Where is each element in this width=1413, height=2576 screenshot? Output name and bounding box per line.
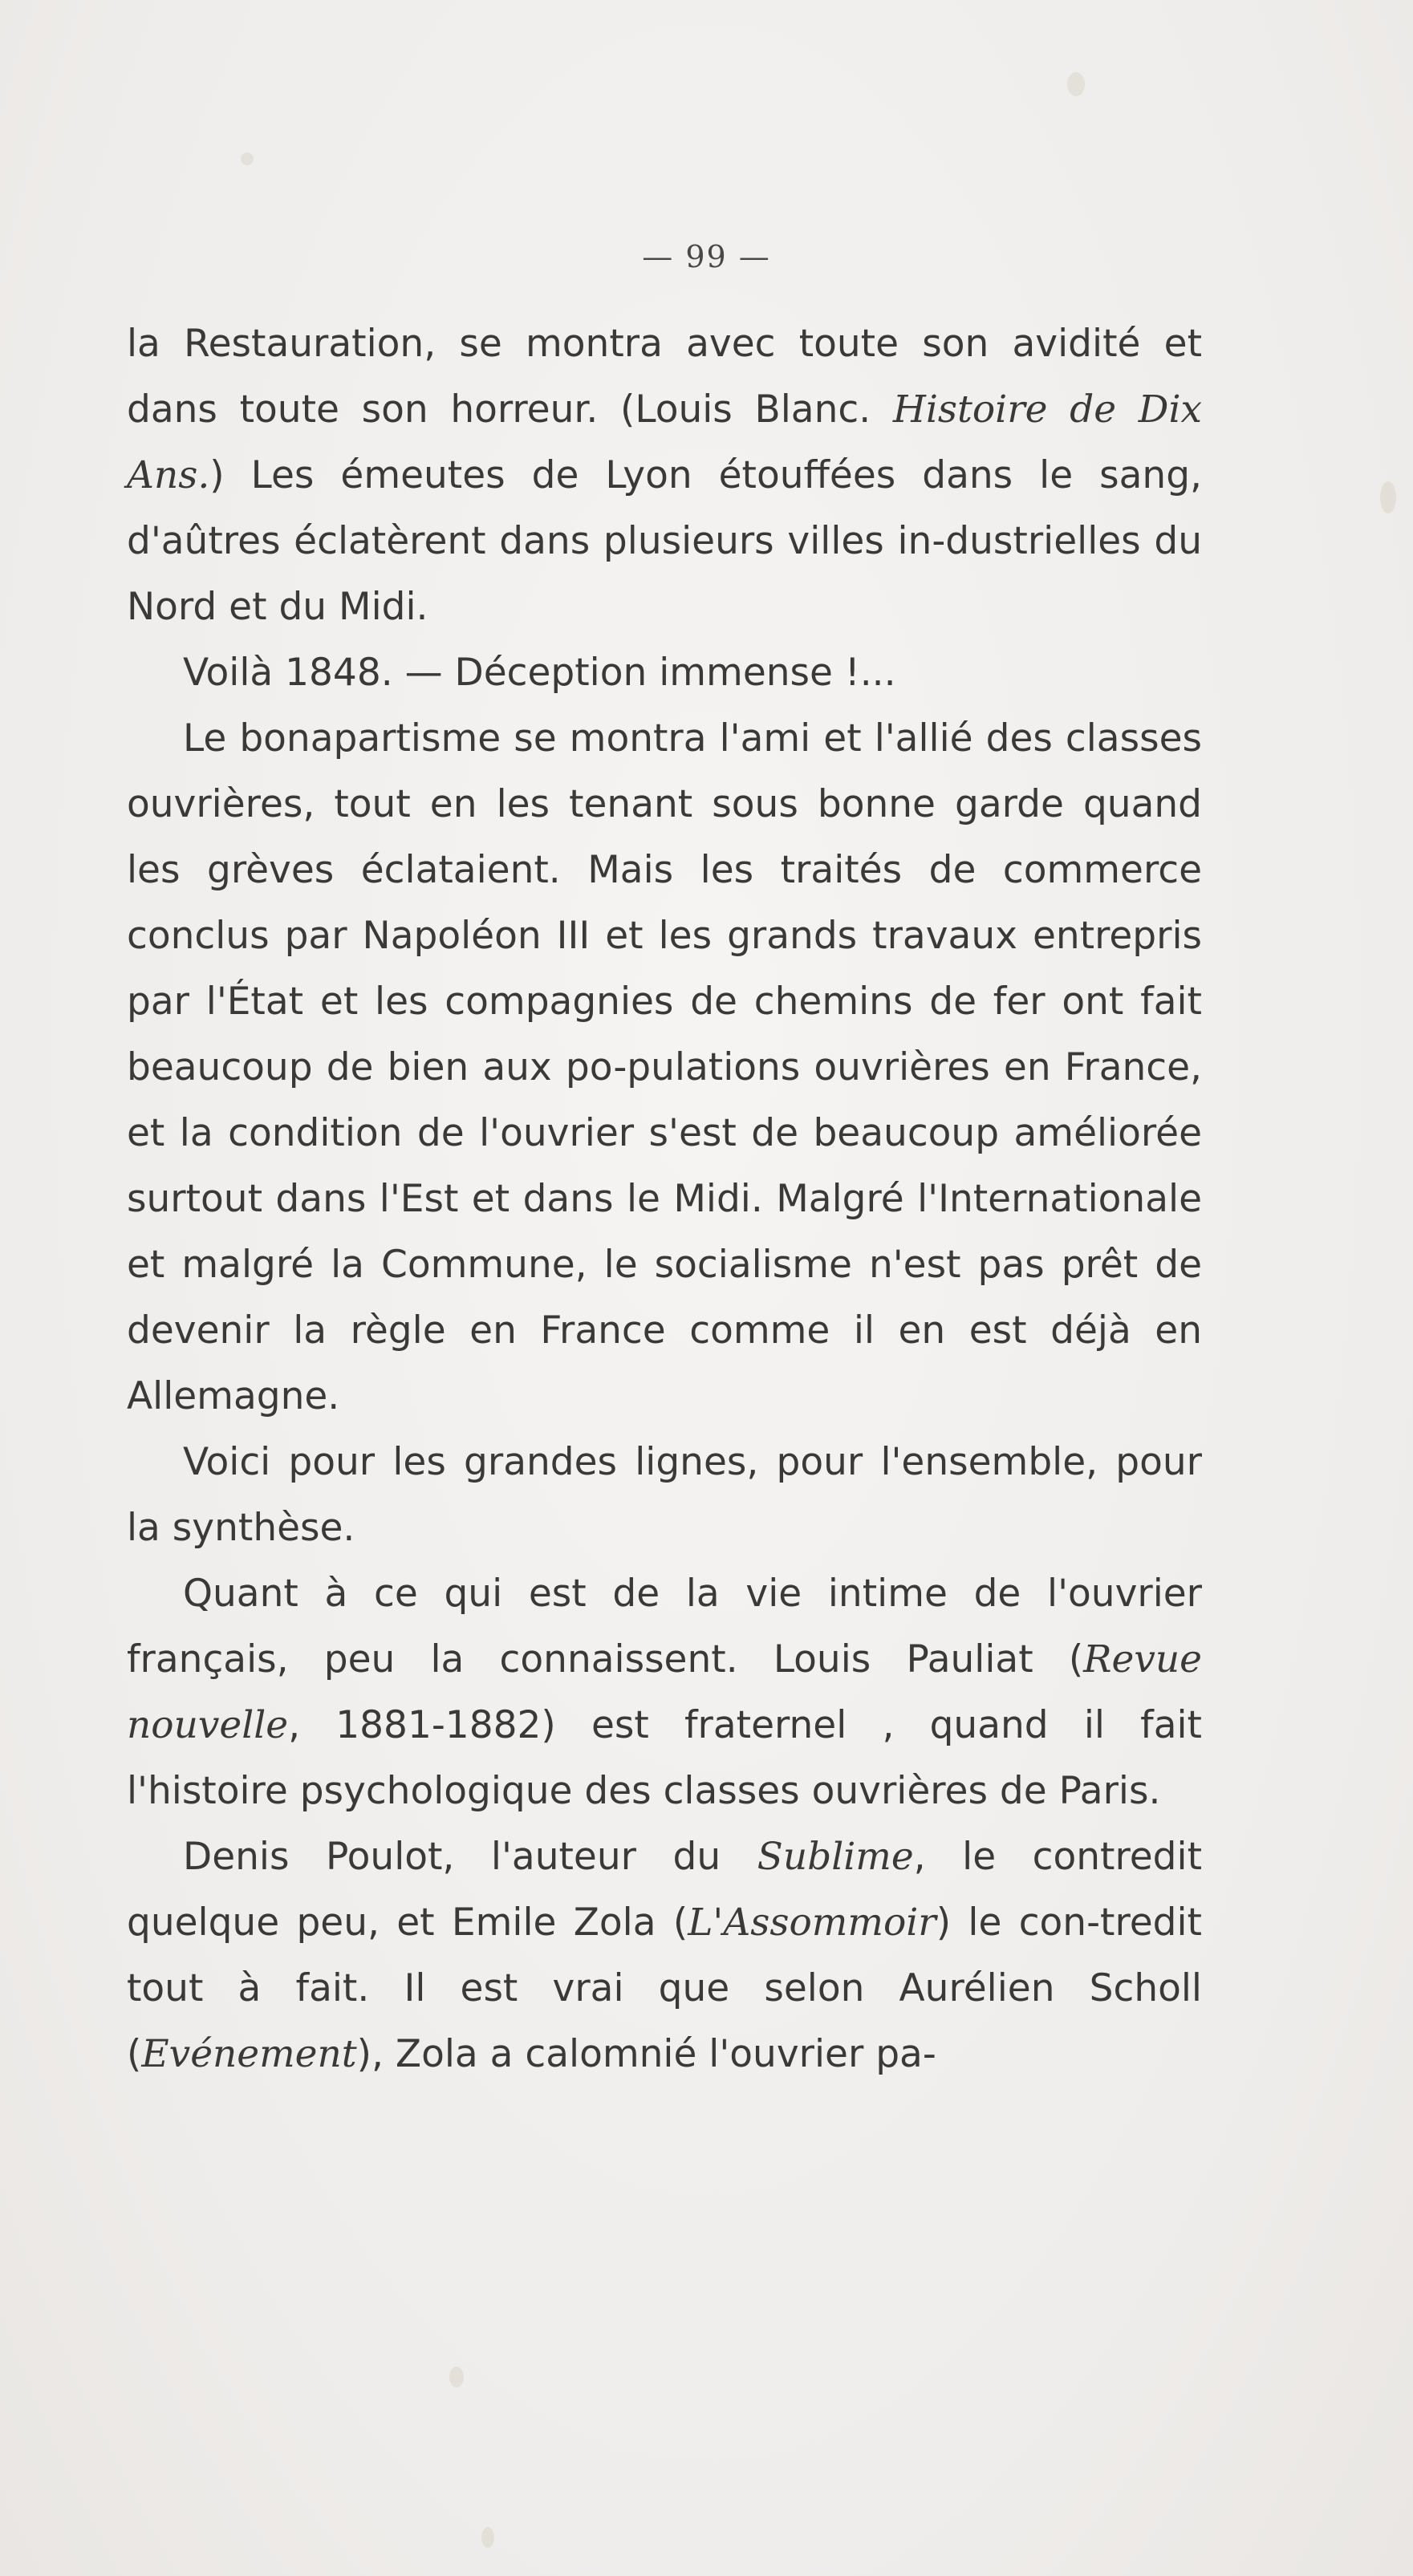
text-run: ) Les émeutes de Lyon étouffées dans le sang, d'aûtres éclatèrent dans plusieurs villes in-dustrielles du Nord et du Midi.	[127, 453, 1202, 629]
paragraph	[127, 640, 1202, 706]
text-run: Quant à ce qui est de la vie intime de l'ouvrier français, peu la connaissent. Louis Pauliat (	[127, 1572, 1202, 1681]
text-run: , 1881-1882) est fraternel , quand il fait l'histoire psychologique des classes ouvrières de Paris.	[127, 1703, 1202, 1813]
paper-stain	[481, 2527, 494, 2548]
paragraph	[127, 1561, 1202, 1824]
body-text	[127, 311, 1202, 2087]
text-run: Voici pour les grandes lignes, pour l'ensemble, pour la synthèse.	[127, 1440, 1202, 1550]
text-run: , le contredit quelque peu, et Emile Zola (	[127, 1835, 1202, 1945]
text-run: ), Zola a calomnié l'ouvrier pa-	[356, 2032, 936, 2076]
paragraph	[127, 1430, 1202, 1561]
italic-title: Evénement	[141, 2032, 357, 2076]
italic-title: L'Assommoir	[688, 1901, 936, 1945]
text-run: Voilà 1848. — Déception immense !...	[183, 651, 896, 695]
italic-title: Revue nouvelle	[127, 1637, 1202, 1747]
text-run: ) le con-tredit tout à fait. Il est vrai que selon Aurélien Scholl (	[127, 1901, 1202, 2076]
page-number: — 99 —	[642, 239, 771, 274]
italic-title: Histoire de Dix Ans.	[127, 387, 1203, 497]
text-run: Le bonapartisme se montra l'ami et l'allié des classes ouvrières, tout en les tenant sous bonne garde quand les grèves éclataient. Mais les traités de commerce conclus par Napoléon III et les grands travaux entrepris par l'État et les compagnies de chemins de fer ont fait beaucoup de bien aux po-pulations ouvrières en France, et la condition de l'ouvrier s'est de beaucoup améliorée surtout dans l'Est et dans le Midi. Malgré l'Internationale et malgré la Commune, le socialisme n'est pas prêt de devenir la règle en France comme il en est déjà en Allemagne.	[127, 716, 1202, 1418]
paper-stain	[241, 152, 254, 165]
text-run: la Restauration, se montra avec toute son avidité et dans toute son horreur. (Louis Blanc.	[127, 322, 1202, 432]
paper-stain	[1380, 481, 1396, 513]
paragraph	[127, 1824, 1202, 2087]
italic-title: Sublime	[757, 1835, 914, 1879]
text-run: Denis Poulot, l'auteur du	[183, 1835, 757, 1879]
paper-stain	[449, 2367, 464, 2387]
paper-stain	[1067, 72, 1085, 96]
paragraph	[127, 706, 1202, 1430]
paragraph	[127, 311, 1202, 640]
